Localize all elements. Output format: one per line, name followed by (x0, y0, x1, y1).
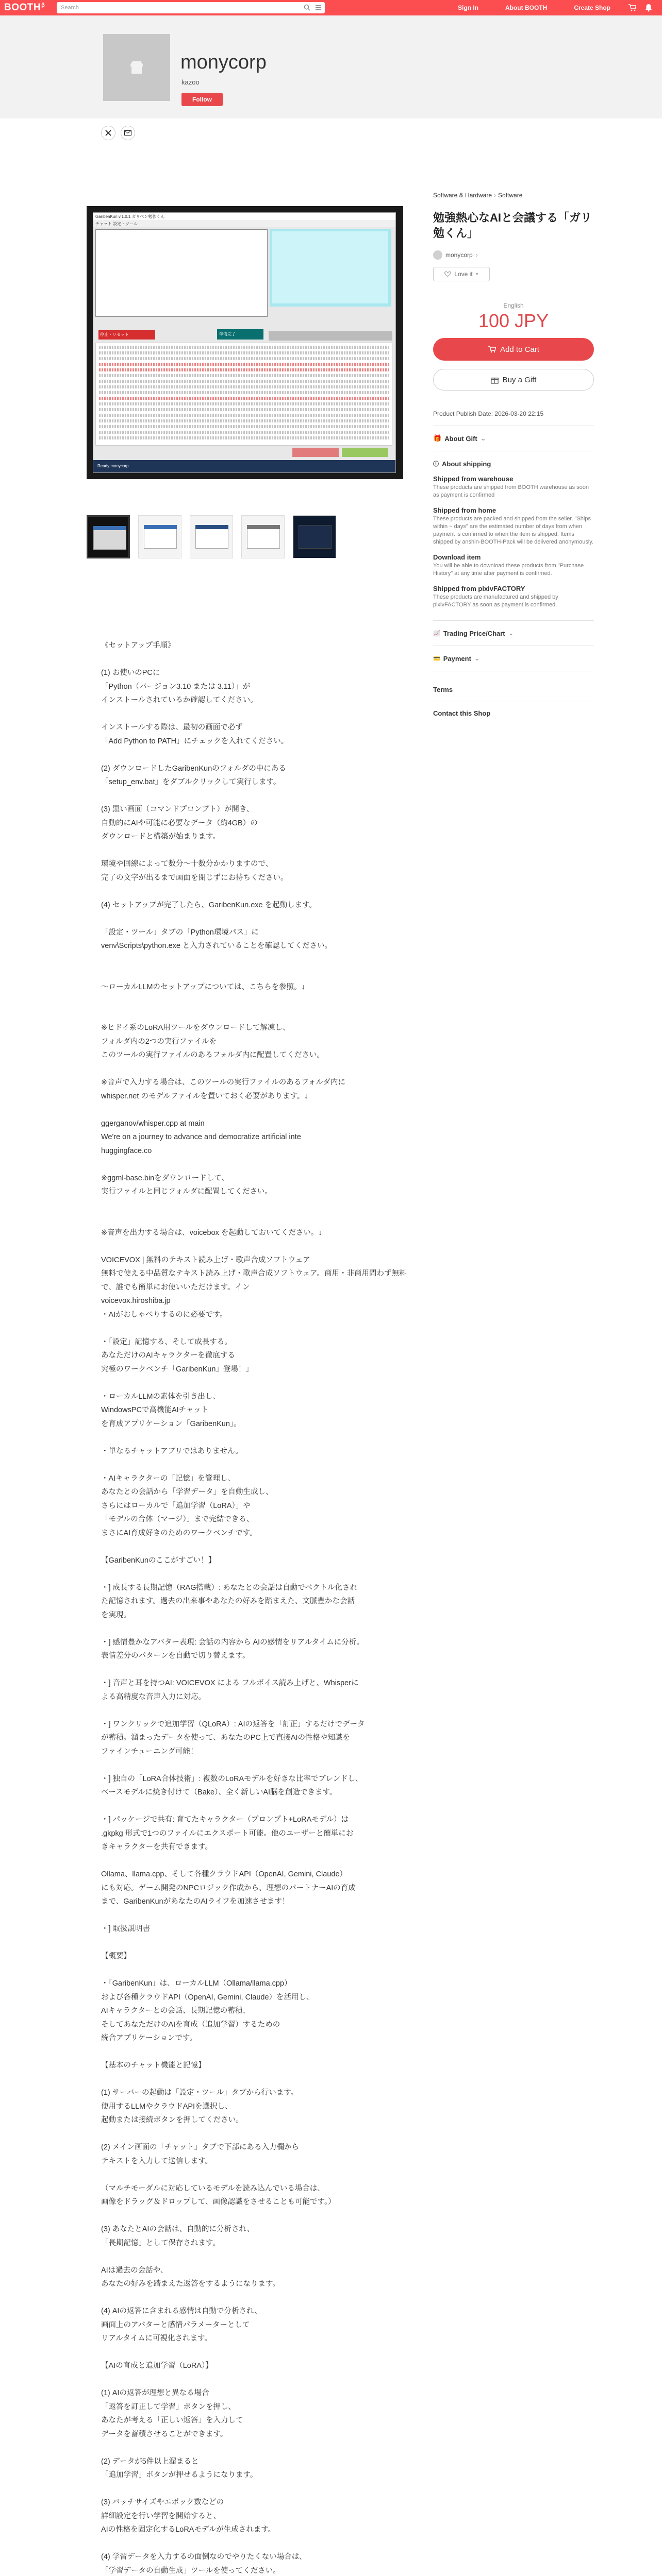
shop-placeholder-icon (126, 57, 147, 78)
payment-link[interactable] (433, 654, 594, 663)
shipping-home (433, 506, 594, 546)
thumbnail-1[interactable] (87, 515, 130, 558)
card-icon: 💳 (433, 655, 440, 662)
buy-gift-label: Buy a Gift (502, 375, 537, 384)
app-screenshot-green-button (342, 448, 388, 457)
search-placeholder: Search (61, 5, 79, 11)
product-shop-link[interactable] (433, 250, 594, 260)
app-screenshot-chat-log (95, 343, 392, 446)
search-icon[interactable] (304, 4, 310, 12)
signin-link[interactable]: Sign In (457, 4, 478, 11)
app-screenshot-taskbar: Ready monycorp (93, 460, 395, 472)
variant-name: English (503, 302, 524, 309)
add-to-cart-label: Add to Cart (500, 345, 539, 354)
shipping-title: Shipped from home (433, 506, 496, 514)
love-it-button[interactable] (433, 267, 490, 281)
chevron-right-icon: › (475, 251, 478, 259)
shop-header (0, 15, 662, 118)
app-screenshot-title: GaribenKun v.1.0.1 ガリベン勉強くん (93, 213, 395, 220)
chevron-down-icon: ⌄ (474, 654, 480, 662)
product-shop-name[interactable]: monycorp (445, 251, 473, 259)
love-it-label: Love it (454, 270, 473, 278)
app-screenshot-window (93, 212, 396, 473)
thumbnail-strip (87, 515, 336, 558)
thumbnail-5[interactable] (293, 515, 336, 558)
about-shipping-label: About shipping (442, 460, 491, 468)
shipping-text: These products are packed and shipped from the seller. "Ships within ~ days" are the estimated number of days from when payment is confirmed to when the item is shipped. Items shipped by anshin-BOOTH-Pack will be delivered anonymously. (433, 516, 593, 545)
thumbnail-2[interactable] (138, 515, 181, 558)
publish-date: Product Publish Date: 2026-03-20 22:15 (433, 410, 544, 417)
mail-icon[interactable] (121, 126, 135, 140)
app-screenshot-greyrow (269, 331, 392, 341)
follow-button[interactable]: Follow (181, 93, 223, 106)
about-booth-link[interactable]: About BOOTH (505, 4, 548, 11)
about-shipping-heading (433, 460, 594, 468)
heart-icon (444, 271, 451, 277)
app-screenshot-emotion-inner (272, 231, 388, 303)
gift-icon (491, 376, 499, 384)
thumbnail-3[interactable] (190, 515, 233, 558)
breadcrumb: Software & Hardware › Software (433, 192, 523, 199)
app-screenshot-stop-button: 停止・リセット (98, 330, 155, 340)
gift-small-icon: 🎁 (433, 434, 442, 442)
shipping-warehouse (433, 475, 594, 499)
x-icon[interactable] (101, 126, 115, 140)
purchase-panel (433, 192, 594, 717)
shipping-title: Shipped from warehouse (433, 475, 514, 483)
filter-icon[interactable] (315, 4, 322, 12)
about-gift-link[interactable] (433, 434, 594, 443)
product-title: 勉強熱心なAIと会議する「ガリ勉くん」 (433, 211, 592, 240)
top-navbar (0, 0, 662, 15)
booth-logo[interactable]: $BOOTH^\beta$ (4, 2, 45, 13)
thumbnail-4[interactable] (241, 515, 285, 558)
payment-label: Payment (443, 654, 471, 663)
cart-icon[interactable] (624, 0, 640, 15)
shipping-text: You will be able to download these products from "Purchase History" at any time after payment is confirmed. (433, 563, 584, 577)
shipping-text: These products are shipped from BOOTH warehouse as soon as payment is confirmed (433, 484, 589, 498)
cart-icon (488, 346, 496, 353)
chevron-down-icon: ⌄ (508, 629, 514, 637)
shipping-download (433, 553, 594, 578)
info-icon: ⓘ (433, 461, 439, 467)
terms-link[interactable]: Terms (433, 686, 453, 693)
shop-username: kazoo (181, 78, 200, 86)
search-input[interactable] (57, 2, 325, 13)
bell-icon[interactable] (640, 0, 657, 15)
shop-social-links (101, 126, 135, 140)
breadcrumb-category[interactable]: Software & Hardware (433, 192, 492, 199)
app-screenshot-avatar-pane (95, 229, 268, 317)
product-price: 100 JPY (478, 310, 549, 331)
chevron-down-icon: ⌄ (480, 434, 486, 442)
shop-mini-avatar (433, 250, 442, 260)
product-main-image[interactable] (87, 206, 403, 479)
chevron-down-icon: ▾ (475, 271, 478, 277)
breadcrumb-subcategory[interactable]: Software (498, 192, 523, 199)
create-shop-link[interactable]: Create Shop (574, 4, 610, 11)
shop-avatar[interactable] (103, 34, 170, 101)
about-gift-label: About Gift (444, 434, 477, 443)
shop-name[interactable]: monycorp (180, 52, 267, 73)
shipping-factory (433, 585, 594, 609)
app-screenshot-status-button: 準備完了 (217, 329, 263, 340)
product-description: 《セットアップ手順》 (1) お使いのPCに 「Python（バージョン3.10 または 3.11）」が インストールされているか確認してください。 インストールする際は、最初の画面で必ず 「Add Python to PATH」にチェックを入れてください。 (2) ダウンロードしたGaribenKunのフォルダの中にある 「setup_env.bat」をダブルクリックして実行します。 (3) 黒い画面（コマンドプロンプト）が開き、 自動的にAIや可能に必要なデータ（約4GB）の ダウンロードと構築が始まります。 環境や回線によって数分〜十数分かかりますので、 完了の文字が出るまで画面を閉じずにお待ちください。 (4) セットアップが完了したら、GaribenKun.exe を起動します。 「設定・ツール」タブの「Python環境パス」に venv\Scripts\python.exe と入力されていることを確認してください。 ～ローカルLLMのセットアップについては、こちらを参照。↓ ※ヒドイ系のLoRA用ツールをダウンロードして解凍し、 フォルダ内の2つの実行ファイルを このツールの実行ファイルのあるフォルダ内に配置してください。 ※音声で入力する場合は、このツールの実行ファイルのあるフォルダ内に whisper.net のモデルファイルを置いておく必要があります。↓ ggerganov/whisper.cpp at main We're on a journey to advance and democratize artificial inte huggingface.co ※ggml-base.binをダウンロードして、 実行ファイルと同じフォルダに配置してください。 ※音声を出力する場合は、voicebox を起動しておいてください。↓ VOICEVOX | 無料のテキスト読み上げ・歌声合成ソフトウェア 無料で使える中品質なテキスト読み上げ・歌声合成ソフトウェア。商用・非商用問わず無料で、誰でも簡単にお使いいただけます。イン voicevox.hiroshiba.jp ・AIがおしゃべりするのに必要です。 ・「設定」記憶する、そして成長する。 あなただけのAIキャラクターを徹底する 究極のワークベンチ「GaribenKun」登場！」 ・ローカルLLMの素体を引き出し、 WindowsPCで高機能AIチャット を育成アプリケーション「GaribenKun」。 ・単なるチャットアプリではありません。 ・AIキャラクターの「記憶」を管理し、 あなたとの会話から「学習データ」を自動生成し、 さらにはローカルで「追加学習（LoRA）」や 「モデルの合体（マージ）」まで完結できる、 まさにAI育成好きのためのワークベンチです。 【GaribenKunのここがすごい！】 ・] 成長する長期記憶（RAG搭載）: あなたとの会話は自動でベクトル化され た記憶されます。過去の出来事やあなたの好みを踏まえた、文脈豊かな会話 を実現。 ・] 感情豊かなアバター表現: 会話の内容から AIの感情をリアルタイムに分析。 表情差分のパターンを自動で切り替えます。 ・] 音声と耳を持つAI: VOICEVOX による フルボイス読み上げと、Whisperに よる高精度な音声入力に対応。 ・] ワンクリックで追加学習（QLoRA）: AIの返答を「訂正」するだけでデータ が蓄積。溜まったデータを使って、あなたのPC上で直接AIの性格や知識を ファインチューニング可能！ ・] 独自の「LoRA合体技術」: 複数のLoRAモデルを好きな比率でブレンドし、 ベースモデルに焼き付けて（Bake）、全く新しいAI脳を創造できます。 ・] パッケージで共有: 育てたキャラクター（プロンプト+LoRAモデル）は .gkpkg 形式で1つのファイルにエクスポート可能。他のユーザーと簡単にお きキャラクターを共有できます。 Ollama、llama.cpp、そして各種クラウドAPI（OpenAI, Gemini, Claude） にも対応。ゲーム開発のNPCロジック作成から、理想のパートナーAIの育成 まで、GaribenKunがあなたのAIライフを加速させます！ ・] 取扱説明書 【概要】 ・「GaribenKun」は、ローカルLLM（Ollama/llama.cpp） および各種クラウドAPI（OpenAI, Gemini, Claude）を活用し、 AIキャラクターとの会話、長期記憶の蓄積、 そしてあなただけのAIを育成（追加学習）するための 統合アプリケーションです。 【基本のチャット機能と記憶】 (1) サーバーの起動は「設定・ツール」タブから行います。 使用するLLMやクラウドAPIを選択し、 起動または接続ボタンを押してください。 (2) メイン画面の「チャット」タブで下部にある入力欄から テキストを入力して送信します。 （マルチモーダルに対応しているモデルを読み込んでいる場合は、 画像をドラッグ＆ドロップして、画像認識をさせることも可能です。） (3) あなたとAIの会話は、自動的に分析され、 「長期記憶」として保存されます。 AIは過去の会話や、 あなたの好みを踏まえた返答をするようになります。 (4) AIの返答に含まれる感情は自動で分析され、 画面上のアバターと感情パラメーターとして リアルタイムに可視化されます。 【AIの育成と追加学習（LoRA）】 (1) AIの返答が理想と異なる場合 「返答を訂正して学習」ボタンを押し、 あなたが考える「正しい返答」を入力して データを蓄積させることができます。 (2) データが5件以上溜まると 「追加学習」ボタンが押せるようになります。 (3) バッチサイズやエポック数などの 詳細設定を行い学習を開始すると、 AIの性格を固定化するLoRAモデルが生成されます。 (4) 学習データを入力するの面倒なのでやりたくない場合は、 「学習データの自動生成」ツールを使ってください。 (101, 641, 407, 2575)
trading-price-link[interactable] (433, 629, 594, 637)
shipping-title: Download item (433, 553, 481, 561)
contact-shop-link[interactable]: Contact this Shop (433, 709, 491, 717)
shipping-text: These products are manufactured and shipped by pixivFACTORY as soon as payment is confirmed. (433, 594, 558, 608)
add-to-cart-button[interactable] (433, 338, 594, 361)
chart-icon: 📈 (433, 630, 440, 637)
app-screenshot-pink-button (292, 448, 339, 457)
buy-gift-button[interactable] (433, 369, 594, 391)
shipping-title: Shipped from pixivFACTORY (433, 585, 525, 592)
app-screenshot-tabs: チャット 設定・ツール (93, 220, 395, 227)
trading-price-label: Trading Price/Chart (443, 629, 505, 637)
